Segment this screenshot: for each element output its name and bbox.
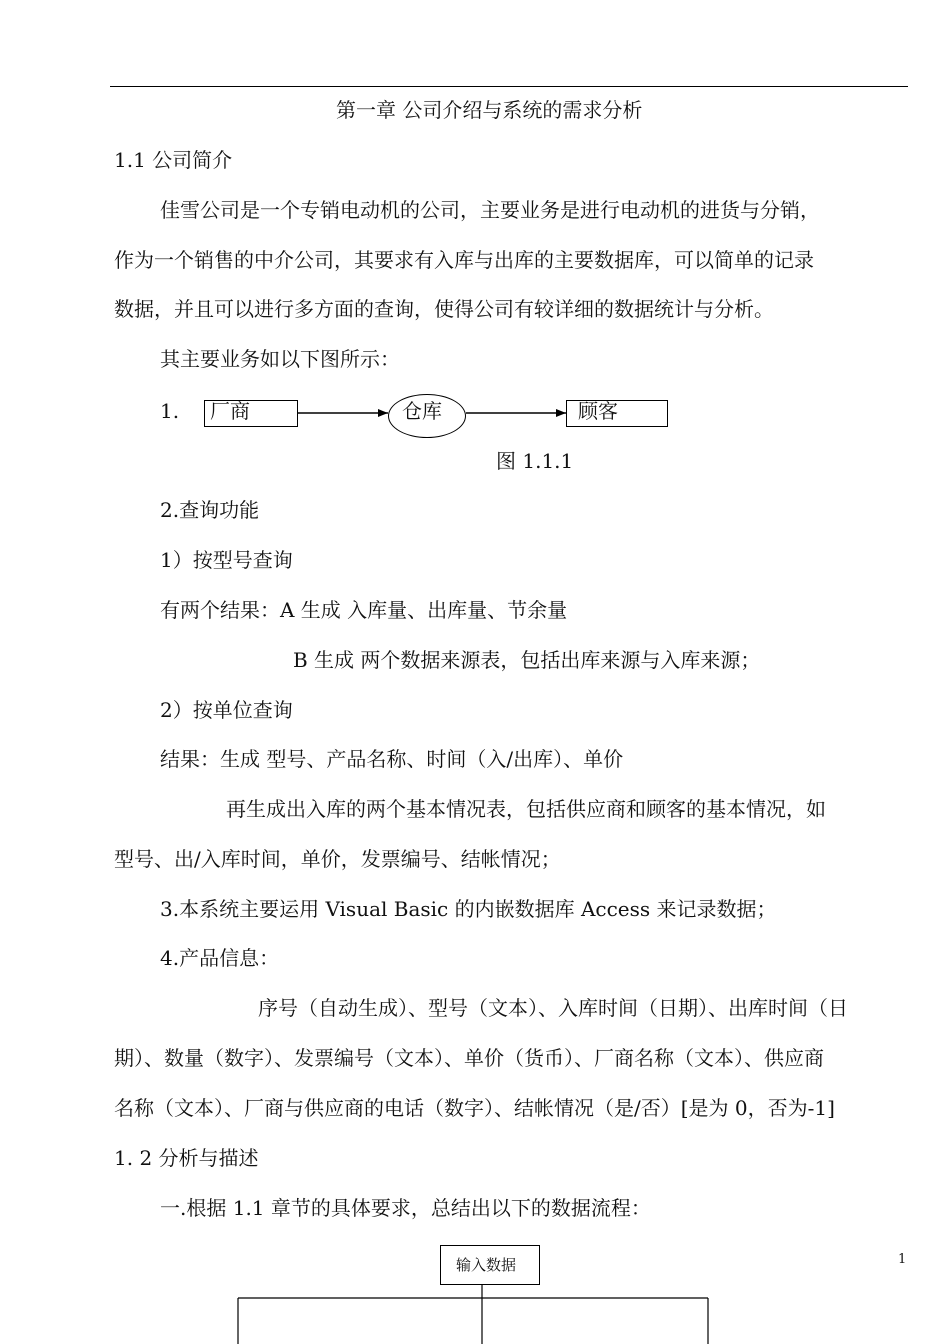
customer-label: 顾客 xyxy=(578,399,618,423)
manufacturer-label: 厂商 xyxy=(210,399,250,423)
query-result-a: 有两个结果：A 生成 入库量、出库量、节余量 xyxy=(160,598,568,622)
query-by-model: 1）按型号查询 xyxy=(160,548,293,572)
system-line: 3.本系统主要运用 Visual Basic 的内嵌数据库 Access 来记录数据； xyxy=(160,897,777,921)
flow-input-data-label: 输入数据 xyxy=(456,1256,517,1274)
query-unit-extra-1: 再生成出入库的两个基本情况表，包括供应商和顾客的基本情况，如 xyxy=(226,797,826,821)
business-intro: 其主要业务如以下图所示： xyxy=(160,347,400,371)
figure-caption: 图 1.1.1 xyxy=(496,449,574,473)
intro-line-2: 作为一个销售的中介公司，其要求有入库与出库的主要数据库，可以简单的记录 xyxy=(114,248,814,272)
product-heading: 4.产品信息： xyxy=(160,946,280,970)
intro-line-1: 佳雪公司是一个专销电动机的公司，主要业务是进行电动机的进货与分销， xyxy=(160,198,820,222)
query-result-b: B 生成 两个数据来源表，包括出库来源与入库来源； xyxy=(293,648,761,672)
section-heading-1-1: 1.1 公司简介 xyxy=(114,148,233,172)
query-unit-result: 结果：生成 型号、产品名称、时间（入/出库）、单价 xyxy=(160,747,624,771)
warehouse-label: 仓库 xyxy=(402,399,442,423)
intro-line-3: 数据，并且可以进行多方面的查询，使得公司有较详细的数据统计与分析。 xyxy=(114,297,774,321)
figure-item-number: 1. xyxy=(160,399,180,423)
flow-intro: 一.根据 1.1 章节的具体要求，总结出以下的数据流程： xyxy=(160,1196,651,1220)
query-by-unit: 2）按单位查询 xyxy=(160,698,293,722)
product-line-3: 名称（文本）、厂商与供应商的电话（数字）、结帐情况（是/否）[是为 0，否为-1] xyxy=(114,1096,835,1120)
query-unit-extra-2: 型号、出/入库时间，单价，发票编号、结帐情况； xyxy=(114,847,561,871)
section-heading-1-2: 1. 2 分析与描述 xyxy=(114,1146,259,1170)
product-line-2: 期）、数量（数字）、发票编号（文本）、单价（货币）、厂商名称（文本）、供应商 xyxy=(114,1046,824,1070)
query-heading: 2.查询功能 xyxy=(160,498,260,522)
product-line-1: 序号（自动生成）、型号（文本）、入库时间（日期）、出库时间（日 xyxy=(258,996,848,1020)
page-number: 1 xyxy=(898,1252,907,1267)
chapter-title: 第一章 公司介绍与系统的需求分析 xyxy=(336,98,643,122)
